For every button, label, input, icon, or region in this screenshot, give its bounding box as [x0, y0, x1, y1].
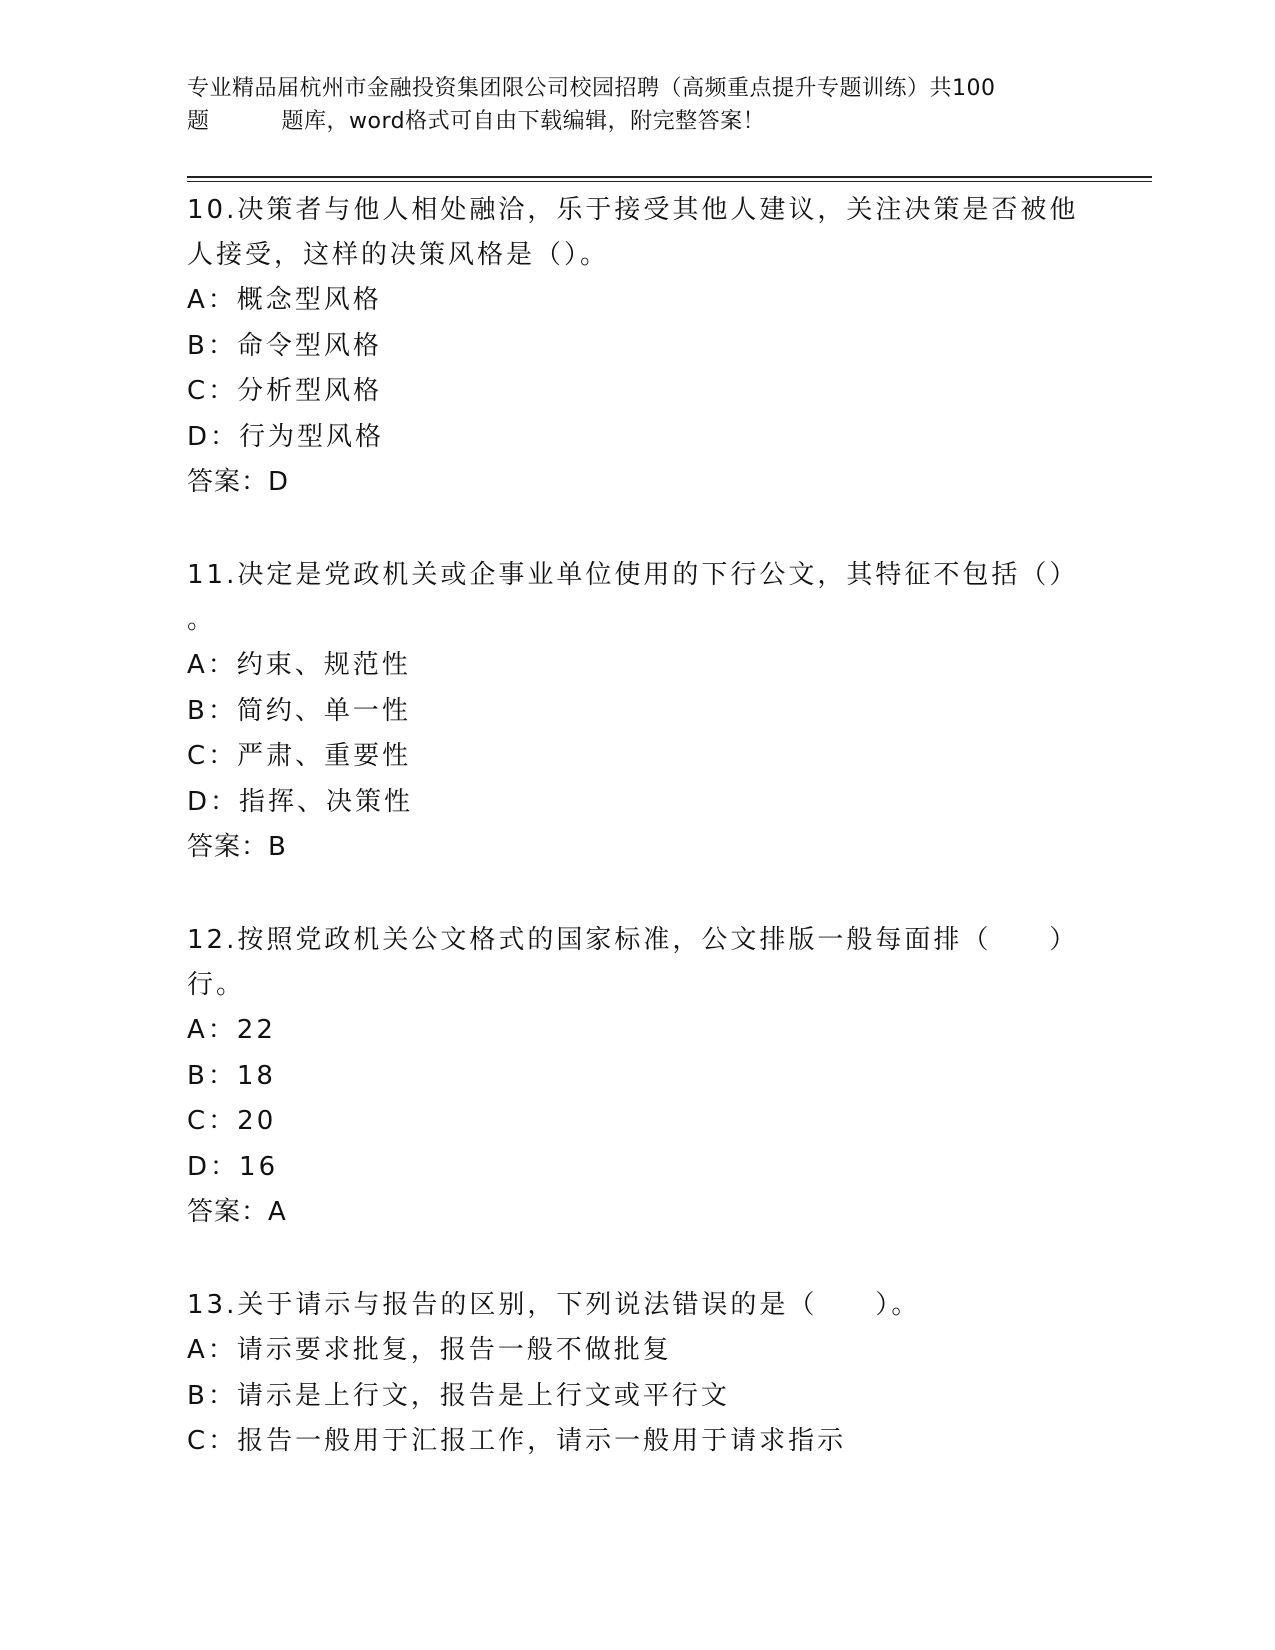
stem-line: 人接受，这样的决策风格是（）。: [187, 240, 610, 270]
stem-line: 行。: [187, 970, 246, 1000]
answer: 答案：D: [187, 467, 290, 497]
stem-line: 13.关于请示与报告的区别，下列说法错误的是（ ）。: [187, 1290, 921, 1320]
header-line-2-part-a: 题: [187, 109, 210, 134]
option-c: C：报告一般用于汇报工作，请示一般用于请求指示: [187, 1426, 847, 1456]
option-a: A：约束、规范性: [187, 650, 411, 680]
option-b: B：命令型风格: [187, 330, 382, 361]
question-11: [187, 553, 1087, 870]
question-stem: [187, 1283, 1087, 1328]
stem-line: 12.按照党政机关公文格式的国家标准，公文排版一般每面排（ ）: [187, 925, 1079, 955]
question-stem: [187, 188, 1087, 278]
option-a: A：概念型风格: [187, 285, 382, 315]
option-d: D：指挥、决策性: [187, 786, 414, 817]
stem-line: 10.决策者与他人相处融洽，乐于接受其他人建议，关注决策是否被他: [187, 195, 1079, 225]
option-c: C：严肃、重要性: [187, 741, 412, 771]
header-rule-thick: [187, 176, 1152, 178]
answer: 答案：A: [187, 1197, 287, 1227]
question-list: [187, 188, 1087, 1465]
option-a: A：22: [187, 1015, 276, 1045]
header-rule-thin: [187, 181, 1152, 182]
question-stem: [187, 918, 1087, 1008]
option-c: C：分析型风格: [187, 376, 383, 406]
header-line-2-part-b: 题库，word格式可自由下载编辑，附完整答案！: [281, 109, 766, 134]
stem-line: 。: [187, 605, 217, 635]
option-b: B：请示是上行文，报告是上行文或平行文: [187, 1380, 730, 1411]
header-line-2: [187, 105, 1087, 138]
question-13: [187, 1283, 1087, 1465]
question-12: [187, 918, 1087, 1235]
header-line-1: 专业精品届杭州市金融投资集团限公司校园招聘（高频重点提升专题训练）共100: [187, 76, 996, 101]
question-stem: [187, 553, 1087, 643]
stem-line: 11.决定是党政机关或企事业单位使用的下行公文，其特征不包括（）: [187, 560, 1079, 590]
option-c: C：20: [187, 1106, 277, 1136]
option-b: B：18: [187, 1060, 276, 1091]
option-d: D：16: [187, 1151, 279, 1182]
question-10: [187, 188, 1087, 505]
option-d: D：行为型风格: [187, 421, 385, 452]
page-header: [187, 72, 1087, 138]
answer: 答案：B: [187, 832, 287, 862]
option-b: B：简约、单一性: [187, 695, 411, 726]
option-a: A：请示要求批复，报告一般不做批复: [187, 1335, 672, 1365]
